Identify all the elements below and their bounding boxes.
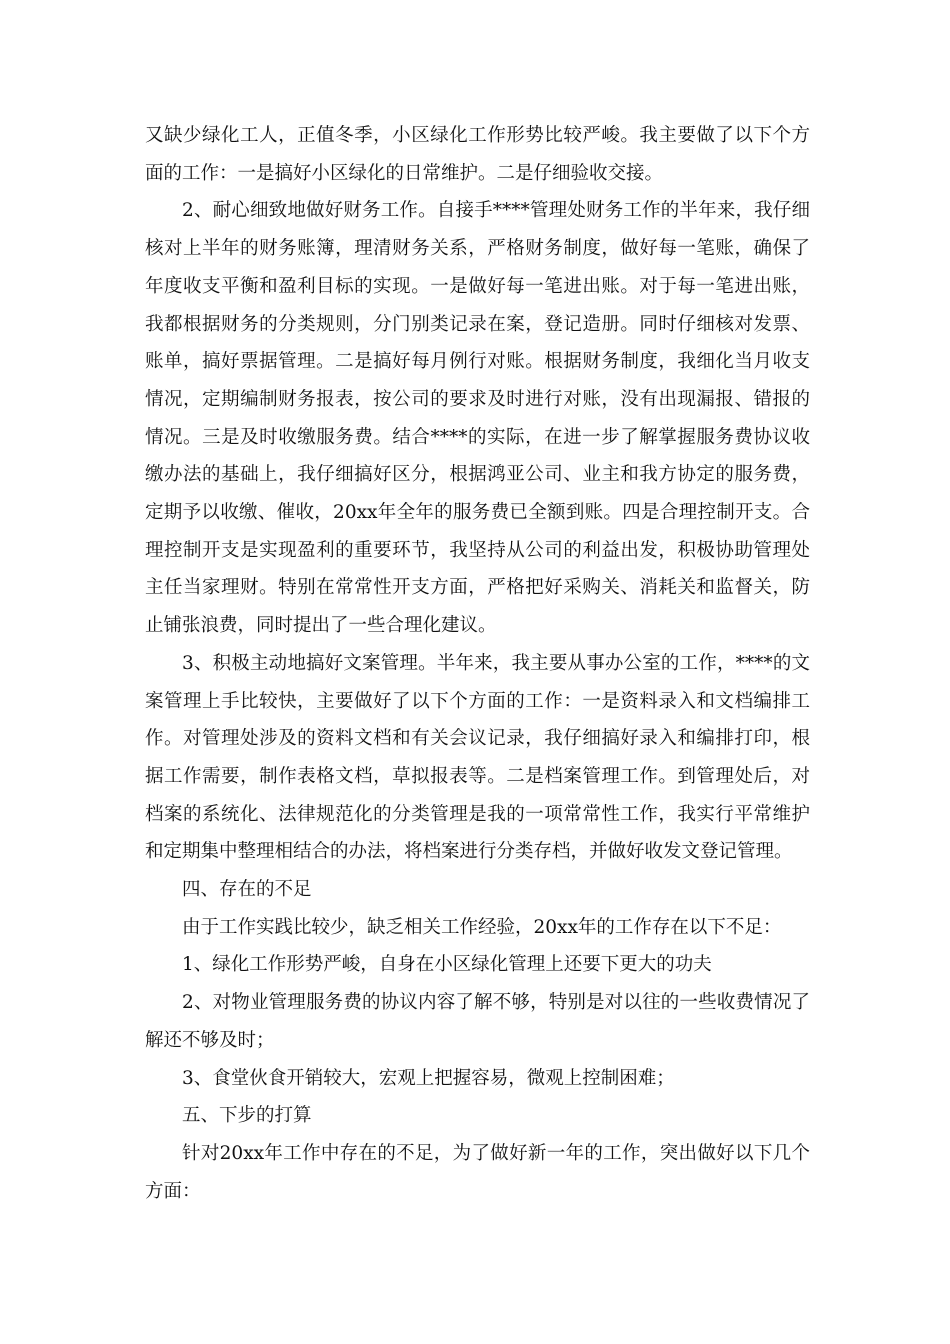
list-item-shortcoming-2: 2、对物业管理服务费的协议内容了解不够，特别是对以往的一些收费情况了解还不够及时； — [145, 992, 810, 1051]
list-item-shortcoming-1: 1、绿化工作形势严峻，自身在小区绿化管理上还要下更大的功夫 — [182, 954, 712, 976]
section-heading-next-plans: 五、下步的打算 — [182, 1105, 312, 1127]
paragraph-finance-work: 2、耐心细致地做好财务工作。自接手****管理处财务工作的半年来，我仔细核对上半年的财务账簿，理清财务关系，严格财务制度，做好每一笔账，确保了年度收支平衡和盈利目标的实现。一是做好每一笔进出账。对于每一笔进出账，我都根据财务的分类规则，分门别类记录在案，登记造册。同时仔细核对发票、账单，搞好票据管理。二是搞好每月例行对账。根据财务制度，我细化当月收支情况，定期编制财务报表，按公司的要求及时进行对账，没有出现漏报、错报的情况。三是及时收缴服务费。结合****的实际，在进一步了解掌握服务费协议收缴办法的基础上，我仔细搞好区分，根据鸿亚公司、业主和我方协定的服务费，定期予以收缴、催收，20xx年全年的服务费已全额到账。四是合理控制开支。合理控制开支是实现盈利的重要环节，我坚持从公司的利益出发，积极协助管理处主任当家理财。特别在常常性开支方面，严格把好采购关、消耗关和监督关，防止铺张浪费，同时提出了一些合理化建议。 — [145, 200, 810, 637]
paragraph-shortcomings-intro: 由于工作实践比较少，缺乏相关工作经验，20xx年的工作存在以下不足： — [182, 916, 782, 938]
paragraph-document-management: 3、积极主动地搞好文案管理。半年来，我主要从事办公室的工作，****的文案管理上手比较快，主要做好了以下个方面的工作：一是资料录入和文档编排工作。对管理处涉及的资料文档和有关会议记录，我仔细搞好录入和编排打印，根据工作需要，制作表格文档，草拟报表等。二是档案管理工作。到管理处后，对档案的系统化、法律规范化的分类管理是我的一项常常性工作，我实行平常维护和定期集中整理相结合的办法，将档案进行分类存档，并做好收发文登记管理。 — [145, 652, 810, 863]
document-body — [145, 117, 810, 1210]
section-heading-shortcomings: 四、存在的不足 — [182, 879, 312, 901]
paragraph-greening-continued: 又缺少绿化工人，正值冬季，小区绿化工作形势比较严峻。我主要做了以下个方面的工作：一是搞好小区绿化的日常维护。二是仔细验收交接。 — [145, 125, 810, 184]
paragraph-next-plans-intro: 针对20xx年工作中存在的不足，为了做好新一年的工作，突出做好以下几个方面： — [145, 1142, 810, 1202]
list-item-shortcoming-3: 3、食堂伙食开销较大，宏观上把握容易，微观上控制困难； — [182, 1067, 675, 1089]
